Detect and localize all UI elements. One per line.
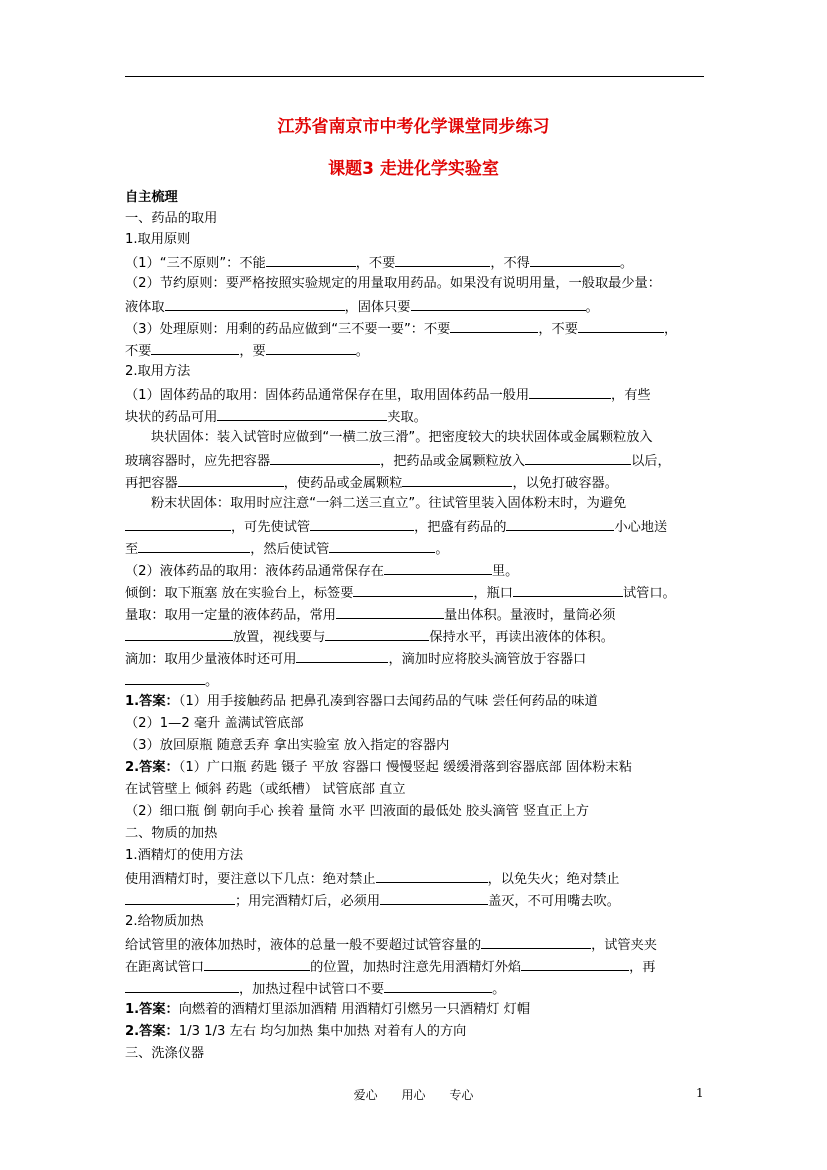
- fill-blank[interactable]: [310, 516, 414, 531]
- fill-blank[interactable]: [525, 450, 631, 465]
- text-line: 再把容器 ，使药品或金属颗粒 ，以免打破容器。: [125, 472, 710, 494]
- fill-blank[interactable]: [125, 890, 235, 905]
- footer-item: 专心: [449, 1088, 474, 1102]
- text-line: 给试管里的液体加热时，液体的总量一般不要超过试管容量的 ，试管夹夹: [125, 934, 710, 956]
- text-line: 倾倒：取下瓶塞 放在实验台上，标签要 ，瓶口 试管口。: [125, 582, 710, 604]
- fill-blank[interactable]: [506, 516, 614, 531]
- fill-blank[interactable]: [578, 318, 664, 333]
- text-line: （1）“三不原则”：不能 ，不要 ，不得 。: [125, 252, 710, 274]
- text-line: 不要 ，要 。: [125, 340, 710, 362]
- text-line: 粉末状固体：取用时应注意“一斜二送三直立”。往试管里装入固体粉末时，为避免: [151, 496, 627, 511]
- header-rule: [125, 76, 704, 77]
- document-title: 江苏省南京市中考化学课堂同步练习: [277, 117, 550, 137]
- fill-blank[interactable]: [336, 604, 444, 619]
- fill-blank[interactable]: [204, 956, 310, 971]
- footer-item: 爱心: [353, 1088, 378, 1102]
- fill-blank[interactable]: [325, 626, 429, 641]
- text-line: 玻璃容器时，应先把容器 ，把药品或金属颗粒放入 以后，: [125, 450, 710, 472]
- text-line: ，加热过程中试管口不要 。: [125, 978, 710, 1000]
- page-number: 1: [696, 1086, 704, 1100]
- fill-blank[interactable]: [329, 538, 435, 553]
- section-heading-washing: 三、洗涤仪器: [125, 1046, 205, 1061]
- text-line: 至 ，然后使试管 。: [125, 538, 710, 560]
- fill-blank[interactable]: [521, 956, 629, 971]
- fill-blank[interactable]: [125, 626, 233, 641]
- fill-blank[interactable]: [270, 450, 380, 465]
- fill-blank[interactable]: [125, 516, 231, 531]
- fill-blank[interactable]: [411, 296, 586, 311]
- fill-blank[interactable]: [165, 296, 345, 311]
- text-line: 滴加：取用少量液体时还可用 ，滴加时应将胶头滴管放于容器口: [125, 648, 710, 670]
- subheading-principles: 1.取用原则: [125, 232, 191, 247]
- text-line: 块状的药品可用 夹取。: [125, 406, 710, 428]
- fill-blank[interactable]: [217, 406, 387, 421]
- subheading-alcohol-lamp: 1.酒精灯的使用方法: [125, 848, 244, 863]
- answer-line: 2.答案：（1）广口瓶 药匙 镊子 平放 容器口 慢慢竖起 缓缓滑落到容器底部 固体粉末粘: [125, 760, 632, 775]
- fill-blank[interactable]: [125, 670, 205, 685]
- fill-blank[interactable]: [402, 472, 512, 487]
- fill-blank[interactable]: [513, 582, 623, 597]
- answer-line: （3）放回原瓶 随意丢弃 拿出实验室 放入指定的容器内: [125, 738, 450, 753]
- fill-blank[interactable]: [395, 252, 490, 267]
- fill-blank[interactable]: [384, 560, 492, 575]
- text-line: 量取：取用一定量的液体药品，常用 量出体积。量液时，量筒必须: [125, 604, 710, 626]
- answer-line: 1.答案：向燃着的酒精灯里添加酒精 用酒精灯引燃另一只酒精灯 灯帽: [125, 1002, 531, 1017]
- text-line: （2）节约原则：要严格按照实验规定的用量取用药品。如果没有说明用量，一般取最少量：: [125, 276, 661, 291]
- fill-blank[interactable]: [529, 384, 611, 399]
- fill-blank[interactable]: [353, 582, 473, 597]
- text-line: 。: [125, 670, 710, 692]
- text-line: ，可先使试管 ，把盛有药品的 小心地送: [125, 516, 710, 538]
- fill-blank[interactable]: [384, 978, 492, 993]
- text-line: ；用完酒精灯后，必须用 盖灭，不可用嘴去吹。: [125, 890, 710, 912]
- fill-blank[interactable]: [376, 868, 488, 883]
- fill-blank[interactable]: [125, 978, 239, 993]
- fill-blank[interactable]: [138, 538, 250, 553]
- footer-item: 用心: [401, 1088, 426, 1102]
- fill-blank[interactable]: [450, 318, 538, 333]
- answer-line: （2）1—2 毫升 盖满试管底部: [125, 716, 304, 731]
- fill-blank[interactable]: [266, 252, 356, 267]
- text-line: （2）液体药品的取用：液体药品通常保存在 里。: [125, 560, 710, 582]
- answer-line: 1.答案：（1）用手接触药品 把鼻孔凑到容器口去闻药品的气味 尝任何药品的味道: [125, 694, 598, 709]
- answer-line: （2）细口瓶 倒 朝向手心 挨着 量筒 水平 凹液面的最低处 胶头滴管 竖直正上方: [125, 804, 589, 819]
- text-line: 在距离试管口 的位置，加热时注意先用酒精灯外焰 ，再: [125, 956, 710, 978]
- answer-label: 2.答案：: [125, 760, 179, 775]
- text-line: 放置，视线要与 保持水平，再读出液体的体积。: [125, 626, 710, 648]
- answer-label: 2.答案：: [125, 1024, 179, 1039]
- text-line: （3）处理原则：用剩的药品应做到“三不要一要”：不要 ，不要 ，: [125, 318, 710, 340]
- subheading-methods: 2.取用方法: [125, 364, 191, 379]
- fill-blank[interactable]: [530, 252, 620, 267]
- fill-blank[interactable]: [380, 890, 488, 905]
- text-line: 液体取 ，固体只要 。: [125, 296, 710, 318]
- fill-blank[interactable]: [266, 340, 356, 355]
- text-line: 使用酒精灯时，要注意以下几点：绝对禁止 ，以免失火；绝对禁止: [125, 868, 710, 890]
- section-heading-self-review: 自主梳理: [125, 190, 178, 205]
- answer-label: 1.答案：: [125, 1002, 179, 1017]
- text-line: 块状固体：装入试管时应做到“一横二放三滑”。把密度较大的块状固体或金属颗粒放入: [151, 430, 653, 445]
- section-heading-heating: 二、物质的加热: [125, 826, 218, 841]
- text-line: （1）固体药品的取用：固体药品通常保存在里，取用固体药品一般用 ，有些: [125, 384, 710, 406]
- fill-blank[interactable]: [151, 340, 239, 355]
- fill-blank[interactable]: [178, 472, 284, 487]
- fill-blank[interactable]: [481, 934, 591, 949]
- answer-label: 1.答案：: [125, 694, 179, 709]
- answer-line: 在试管壁上 倾斜 药匙（或纸槽） 试管底部 直立: [125, 782, 406, 797]
- fill-blank[interactable]: [296, 648, 388, 663]
- subheading-heating: 2.给物质加热: [125, 914, 204, 929]
- lesson-title: 课题3 走进化学实验室: [328, 159, 499, 179]
- section-heading-reagent-handling: 一、药品的取用: [125, 211, 218, 226]
- answer-line: 2.答案：1/3 1/3 左右 均匀加热 集中加热 对着有人的方向: [125, 1024, 467, 1039]
